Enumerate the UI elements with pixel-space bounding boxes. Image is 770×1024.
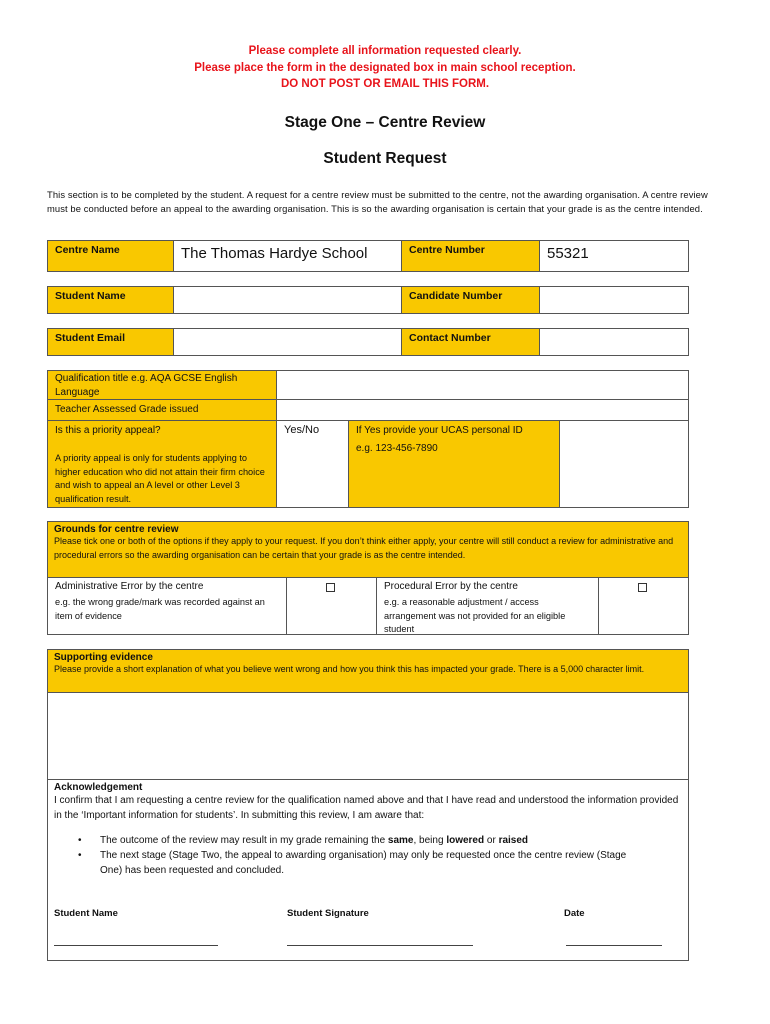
procedural-error-check-cell — [598, 577, 689, 635]
yes-no-field[interactable]: Yes/No — [276, 420, 349, 508]
procedural-error-label: Procedural Error by the centre — [384, 581, 518, 592]
evidence-heading: Supporting evidence — [54, 652, 153, 663]
grounds-header — [47, 521, 689, 578]
contact-number-label: Contact Number — [401, 328, 540, 356]
admin-error-example: e.g. the wrong grade/mark was recorded against an item of evidence — [55, 597, 265, 621]
instruction-line-1: Please complete all information requested clearly. — [248, 45, 522, 57]
signature-name-label: Student Name — [54, 908, 118, 919]
procedural-error-cell — [376, 577, 599, 635]
intro-text: This section is to be completed by the student. A request for a centre review must be submitted to the centre, not the awarding organisation. A centre review must be conducted before an appeal to the awarding organisation. This is so the awarding organisation is certain that your grade is as the centre intended. — [47, 189, 708, 214]
page-title: Stage One – Centre Review — [284, 114, 486, 131]
admin-error-label: Administrative Error by the centre — [55, 581, 204, 592]
student-name-field[interactable] — [173, 286, 402, 314]
signature-date-label: Date — [564, 908, 585, 919]
centre-name-field[interactable]: The Thomas Hardye School — [173, 240, 402, 272]
qualification-title-field[interactable] — [276, 370, 689, 400]
student-email-label: Student Email — [47, 328, 174, 356]
acknowledgement-box — [47, 779, 689, 961]
student-name-label: Student Name — [47, 286, 174, 314]
signature-line[interactable] — [287, 945, 473, 946]
signature-label: Student Signature — [287, 908, 369, 919]
page-subtitle: Student Request — [323, 150, 447, 167]
ack-bullet-2: • The next stage (Stage Two, the appeal to awarding organisation) may only be requested once the centre review (Stage One) has been requested and concluded. — [48, 848, 648, 878]
candidate-number-field[interactable] — [539, 286, 689, 314]
admin-error-checkbox[interactable] — [326, 583, 335, 592]
ack-text: I confirm that I am requesting a centre review for the qualification named above and that I have read and understood the information provided in the ‘Important information for students’. In submitting this review, I am aware that: — [54, 795, 679, 821]
centre-number-field[interactable]: 55321 — [539, 240, 689, 272]
priority-appeal-cell — [47, 420, 277, 508]
qualification-title-label: Qualification title e.g. AQA GCSE English Language — [47, 370, 277, 400]
student-email-field[interactable] — [173, 328, 402, 356]
grounds-text: Please tick one or both of the options if they apply to your request. If you don’t think either apply, your centre will still conduct a review for administrative and procedural errors so the awarding organisation can be certain that your grade is as the centre intended. — [54, 536, 674, 560]
ucas-id-label-cell — [348, 420, 560, 508]
instruction-line-3: DO NOT POST OR EMAIL THIS FORM. — [280, 78, 490, 90]
ack-list — [48, 833, 688, 878]
grade-issued-label: Teacher Assessed Grade issued — [47, 399, 277, 421]
centre-name-label: Centre Name — [47, 240, 174, 272]
evidence-header — [47, 649, 689, 693]
procedural-error-checkbox[interactable] — [638, 583, 647, 592]
priority-appeal-note: A priority appeal is only for students applying to higher education who did not attain their firm choice and wish to appeal an A level or other Level 3 qualification result. — [55, 453, 265, 504]
instruction-line-2: Please place the form in the designated box in main school reception. — [194, 62, 576, 74]
evidence-input[interactable] — [47, 692, 689, 780]
grounds-heading: Grounds for centre review — [54, 524, 179, 535]
evidence-text: Please provide a short explanation of what you believe went wrong and how you think this has impacted your grade. There is a 5,000 character limit. — [54, 664, 645, 674]
procedural-error-example: e.g. a reasonable adjustment / access arrangement was not provided for an eligible student — [384, 597, 566, 634]
ucas-id-label: If Yes provide your UCAS personal ID — [356, 425, 523, 436]
signature-date-line[interactable] — [566, 945, 662, 946]
priority-appeal-label: Is this a priority appeal? — [55, 425, 161, 436]
candidate-number-label: Candidate Number — [401, 286, 540, 314]
signature-name-line[interactable] — [54, 945, 218, 946]
admin-error-check-cell — [286, 577, 377, 635]
centre-number-label: Centre Number — [401, 240, 540, 272]
ucas-id-field[interactable] — [559, 420, 689, 508]
grade-issued-field[interactable] — [276, 399, 689, 421]
ucas-id-example: e.g. 123-456-7890 — [356, 443, 438, 454]
admin-error-cell — [47, 577, 287, 635]
contact-number-field[interactable] — [539, 328, 689, 356]
ack-bullet-1: • The outcome of the review may result in my grade remaining the same, being lowered or raised — [48, 833, 648, 848]
ack-heading: Acknowledgement — [54, 782, 143, 793]
